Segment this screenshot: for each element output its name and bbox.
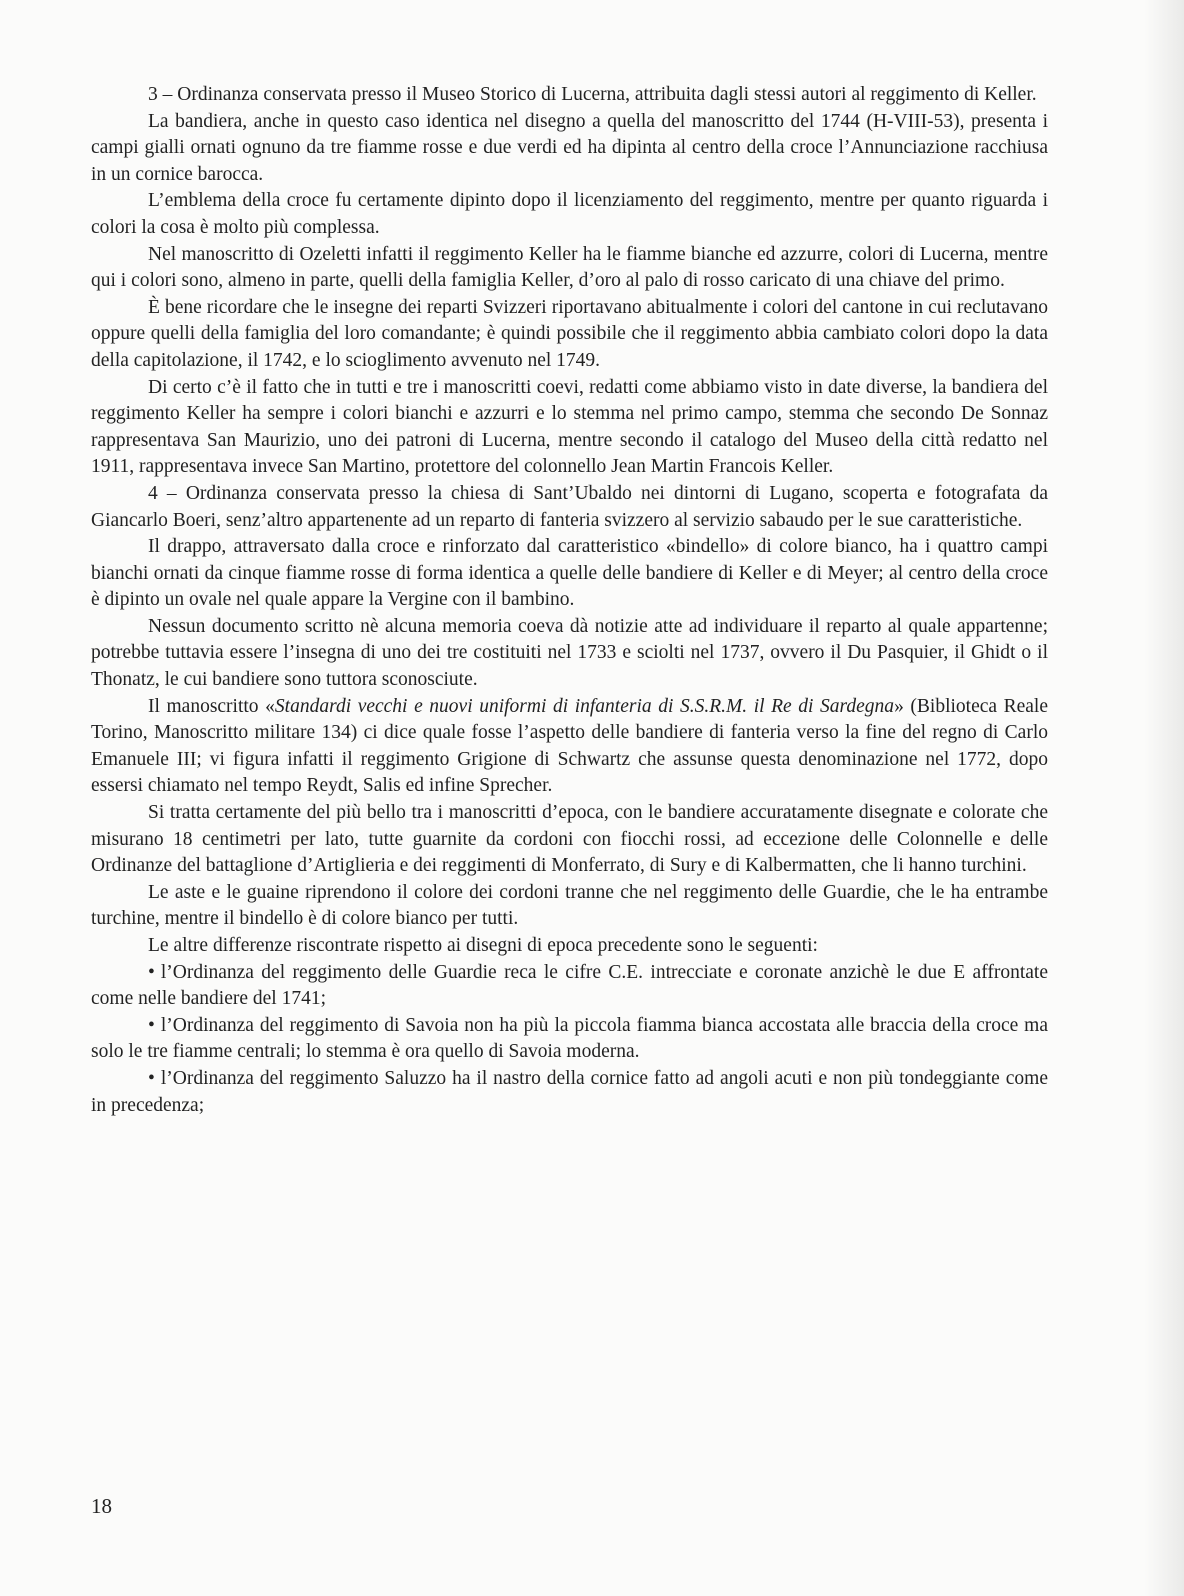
- bullet-text: l’Ordinanza del reggimento Saluzzo ha il nastro della cornice fatto ad angoli acuti e non più tondeggiante come in precedenza;: [91, 1067, 1048, 1116]
- bullet-item: [91, 960, 1048, 1013]
- manuscript-text-before: Il manoscritto «: [148, 695, 275, 717]
- paragraph-ordinanza-3: 3 – Ordinanza conservata presso il Museo Storico di Lucerna, attribuita dagli stessi autori al reggimento di Keller.: [148, 84, 1037, 105]
- bullet-symbol: •: [148, 1067, 155, 1089]
- body-text: [91, 82, 1048, 1119]
- bullet-item: [91, 1013, 1048, 1066]
- manuscript-title: Standardi vecchi e nuovi uniformi di infanteria di S.S.R.M. il Re di Sardegna: [274, 695, 895, 717]
- paragraph-manoscritti-coevi: Di certo c’è il fatto che in tutti e tre i manoscritti coevi, redatti come abbiamo visto in date diverse, la bandiera del reggimento Keller ha sempre i colori bianchi e azzurri e lo stemma nel primo campo, stemma che secondo De Sonnaz rappresentava San Maurizio, uno dei patroni di Lucerna, mentre secondo il catalogo del Museo della città redatto nel 1911, rappresentava invece San Martino, protettore del colonnello Jean Martin Francois Keller.: [91, 376, 1048, 478]
- page-number: 18: [91, 1494, 112, 1518]
- paragraph-ordinanza-4: 4 – Ordinanza conservata presso la chiesa di Sant’Ubaldo nei dintorni di Lugano, scoperta e fotografata da Giancarlo Boeri, senz’altro appartenente ad un reparto di fanteria svizzero al servizio sabaudo per le sue caratteristiche.: [91, 482, 1048, 531]
- paragraph-differenze: Le altre differenze riscontrate rispetto ai disegni di epoca precedente sono le seguenti:: [148, 935, 818, 956]
- paragraph-emblema: L’emblema della croce fu certamente dipinto dopo il licenziamento del reggimento, mentre per quanto riguarda i colori la cosa è molto più complessa.: [91, 190, 1048, 238]
- paragraph-ozeletti: Nel manoscritto di Ozeletti infatti il reggimento Keller ha le fiamme bianche ed azzurre, colori di Lucerna, mentre qui i colori sono, almeno in parte, quelli della famiglia Keller, d’oro al palo di rosso caricato di una chiave del primo.: [91, 243, 1048, 292]
- manuscript-text-after: » (Biblioteca Reale Torino, Manoscritto militare 134) ci dice quale fosse l’aspetto delle bandiere di fanteria verso la fine del regno di Carlo Emanuele III; vi figura infatti il reggimento Grigione di Schwartz che assunse questa denominazione nel 1772, dopo essersi chiamato nel tempo Reydt, Salis ed infine Sprecher.: [91, 695, 1049, 797]
- page-edge-shadow: [1144, 0, 1184, 1596]
- paragraph-manoscritto-standardi: [91, 694, 1048, 800]
- bullet-text: l’Ordinanza del reggimento di Savoia non ha più la piccola fiamma bianca accostata alle braccia della croce ma solo le tre fiamme centrali; lo stemma è ora quello di Savoia moderna.: [91, 1014, 1048, 1063]
- paragraph-insegne: È bene ricordare che le insegne dei reparti Svizzeri riportavano abitualmente i colori del cantone in cui reclutavano oppure quelli della famiglia del loro comandante; è quindi possibile che il reggimento abbia cambiato colori dopo la data della capitolazione, il 1742, e lo scioglimento avvenuto nel 1749.: [91, 296, 1048, 371]
- bullet-text: l’Ordinanza del reggimento delle Guardie reca le cifre C.E. intrecciate e coronate anzichè le due E affrontate come nelle bandiere del 1741;: [91, 961, 1048, 1010]
- bullet-item: [91, 1066, 1048, 1119]
- bullet-symbol: •: [148, 961, 155, 983]
- paragraph-drappo: Il drappo, attraversato dalla croce e rinforzato dal caratteristico «bindello» di colore bianco, ha i quattro campi bianchi ornati da cinque fiamme rosse di forma identica a quelle delle bandiere di Keller e di Meyer; al centro della croce è dipinto un ovale nel quale appare la Vergine con il bambino.: [91, 536, 1048, 611]
- paragraph-piu-bello: Si tratta certamente del più bello tra i manoscritti d’epoca, con le bandiere accuratamente disegnate e colorate che misurano 18 centimetri per lato, tutte guarnite da cordoni con fiocchi rossi, ad eccezione delle Colonnelle e delle Ordinanze del battaglione d’Artiglieria e dei reggimenti di Monferrato, di Sury e di Kalbermatten, che li hanno turchini.: [91, 802, 1048, 877]
- paragraph-nessun-documento: Nessun documento scritto nè alcuna memoria coeva dà notizie atte ad individuare il reparto al quale appartenne; potrebbe tuttavia essere l’insegna di uno dei tre costituiti nel 1733 e sciolti nel 1737, ovvero il Du Pasquier, il Ghidt o il Thonatz, le cui bandiere sono tuttora sconosciute.: [91, 615, 1048, 691]
- paragraph-bandiera: La bandiera, anche in questo caso identica nel disegno a quella del manoscritto del 1744 (H-VIII-53), presenta i campi gialli ornati ognuno da tre fiamme rosse e due verdi ed ha dipinta al centro della croce l’Annunciazione racchiusa in un cornice barocca.: [91, 110, 1048, 185]
- paragraph-aste: Le aste e le guaine riprendono il colore dei cordoni tranne che nel reggimento delle Guardie, che le ha entrambe turchine, mentre il bindello è di colore bianco per tutti.: [91, 881, 1048, 930]
- bullet-symbol: •: [148, 1014, 155, 1036]
